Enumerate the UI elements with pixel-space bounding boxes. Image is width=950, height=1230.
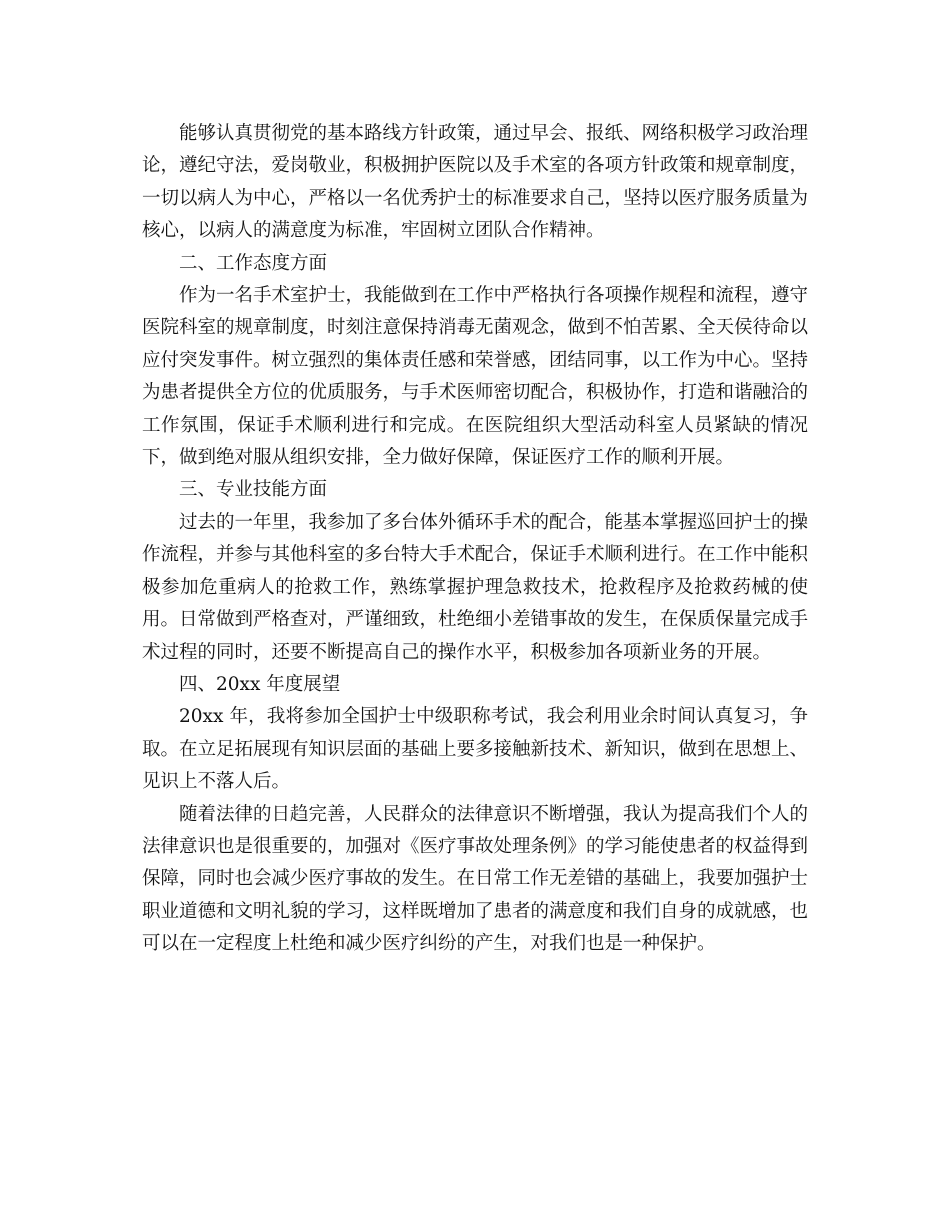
section-heading: 三、专业技能方面 [179,479,328,501]
paragraph: 随着法律的日趋完善，人民群众的法律意识不断增强，我认为提高我们个人的法律意识也是很重要的，加强对《医疗事故处理条例》的学习能使患者的权益得到保障，同时也会减少医疗事故的发生。在日常工作无差错的基础上，我要加强护士职业道德和文明礼貌的学习，这样既增加了患者的满意度和我们自身的成就感，也可以在一定程度上杜绝和减少医疗纠纷的产生，对我们也是一种保护。 [142,803,809,955]
paragraph: 作为一名手术室护士，我能做到在工作中严格执行各项操作规程和流程，遵守医院科室的规章制度，时刻注意保持消毒无菌观念，做到不怕苦累、全天侯待命以应付突发事件。树立强烈的集体责任感和荣誉感，团结同事，以工作为中心。坚持为患者提供全方位的优质服务，与手术医师密切配合，积极协作，打造和谐融洽的工作氛围，保证手术顺利进行和完成。在医院组织大型活动科室人员紧缺的情况下，做到绝对服从组织安排，全力做好保障，保证医疗工作的顺利开展。 [142,285,809,469]
paragraph: 能够认真贯彻党的基本路线方针政策，通过早会、报纸、网络积极学习政治理论，遵纪守法，爱岗敬业，积极拥护医院以及手术室的各项方针政策和规章制度，一切以病人为中心，严格以一名优秀护士的标准要求自己，坚持以医疗服务质量为核心，以病人的满意度为标准，牢固树立团队合作精神。 [142,123,809,242]
section-heading: 二、工作态度方面 [179,252,328,274]
document-body [142,118,808,961]
paragraph: 过去的一年里，我参加了多台体外循环手术的配合，能基本掌握巡回护士的操作流程，并参与其他科室的多台特大手术配合，保证手术顺利进行。在工作中能积极参加危重病人的抢救工作，熟练掌握护理急救技术，抢救程序及抢救药械的使用。日常做到严格查对，严谨细致，杜绝细小差错事故的发生，在保质保量完成手术过程的同时，还要不断提高自己的操作水平，积极参加各项新业务的开展。 [142,511,809,663]
paragraph: 20xx 年，我将参加全国护士中级职称考试，我会利用业余时间认真复习，争取。在立足拓展现有知识层面的基础上要多接触新技术、新知识，做到在思想上、见识上不落人后。 [142,706,809,793]
section-heading: 四、20xx 年度展望 [179,673,341,695]
